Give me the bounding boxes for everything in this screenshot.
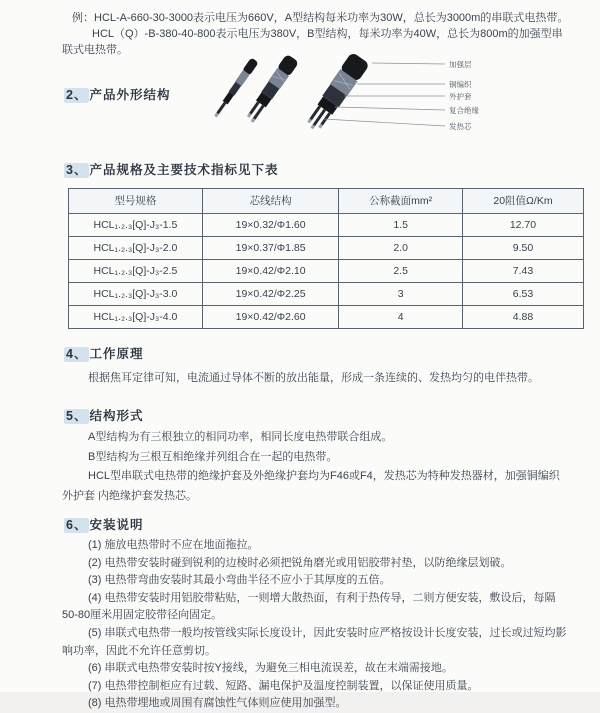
cell-model: HCL₁.₂.₃[Q]-J₃-4.0 bbox=[69, 306, 203, 329]
text-line: 外护套 内绝缘护套发热芯。 bbox=[62, 489, 198, 502]
cell-resistance: 12.70 bbox=[462, 214, 583, 237]
section-heading-install bbox=[64, 515, 584, 533]
table-row bbox=[69, 237, 584, 260]
section-heading-principle bbox=[64, 344, 584, 362]
section-number: 2、 bbox=[66, 88, 88, 102]
diagram-label-copper-braid: 铜编织 bbox=[449, 80, 472, 89]
install-item-continuation: 50-80厘米用固定胶带径向固定。 bbox=[62, 609, 223, 622]
cell-model: HCL₁.₂.₃[Q]-J₃-2.5 bbox=[69, 260, 203, 283]
table-row bbox=[69, 306, 584, 329]
section-title: 结构形式 bbox=[89, 409, 144, 423]
cell-section: 3 bbox=[339, 283, 463, 306]
cell-resistance: 4.88 bbox=[462, 306, 583, 329]
table-header-row bbox=[69, 189, 584, 214]
section-number: 3、 bbox=[66, 163, 88, 177]
cell-core: 19×0.42/Φ2.60 bbox=[202, 306, 338, 329]
table-row bbox=[69, 283, 584, 306]
section-number: 6、 bbox=[66, 518, 88, 532]
cell-model: HCL₁.₂.₃[Q]-J₃-2.0 bbox=[69, 237, 203, 260]
cell-resistance: 7.43 bbox=[462, 260, 583, 283]
section-title: 安装说明 bbox=[89, 518, 144, 532]
diagram-label-reinforce-layer: 加强层 bbox=[449, 60, 472, 69]
install-notes bbox=[62, 537, 584, 713]
section-heading-specs bbox=[64, 160, 584, 178]
section-title: 产品规格及主要技术指标见下表 bbox=[89, 163, 279, 177]
structure-paragraph bbox=[62, 428, 584, 506]
install-item: (7) 电热带控制柜应有过载、短路、漏电保护及温度控制装置，以保证使用质量。 bbox=[88, 679, 479, 692]
text-line: HCL型串联式电热带的绝缘护套及外绝缘护套均为F46或F4，发热芯为特种发热器材，加强铜编织 bbox=[88, 470, 560, 482]
cell-section: 2.0 bbox=[339, 237, 463, 260]
col-header-resistance: 20阻值Ω/Km bbox=[462, 189, 583, 214]
text-line: B型结构为三根互相绝缘并列组合在一起的电热带。 bbox=[88, 450, 338, 463]
cell-core: 19×0.42/Φ2.10 bbox=[202, 260, 338, 283]
table-row bbox=[69, 214, 584, 237]
principle-text: 根据焦耳定律可知，电流通过导体不断的放出能量，形成一条连续的、发热均匀的电伴热带。 bbox=[88, 372, 539, 384]
text-line: HCL（Q）-B-380-40-800表示电压为380V，B型结构，每米功率为40W，总长为800m的加强型串 bbox=[92, 28, 563, 40]
text-line: 例：HCL-A-660-30-3000表示电压为660V，A型结构每米功率为30W，总长为3000m的串联式电热带。 bbox=[72, 12, 569, 24]
install-item: (2) 电热带安装时碰到锐利的边棱时必须把锐角磨光或用铝胶带衬垫，以防绝缘层划破。 bbox=[88, 556, 512, 569]
intro-paragraph bbox=[62, 10, 584, 58]
install-item: (4) 电热带安装时用铝胶带粘贴，一则增大散热面，有利于热传导，二则方便安装，敷设后，每隔 bbox=[88, 591, 556, 604]
diagram-label-outer-sheath: 外护套 bbox=[449, 92, 472, 101]
text-line: 联式电热带。 bbox=[62, 44, 128, 56]
cable-large bbox=[303, 54, 370, 135]
install-item: (5) 串联式电热带一般均按管线实际长度设计，因此安装时应严格按设计长度安装，过长或过短均影 bbox=[88, 626, 567, 639]
cell-resistance: 6.53 bbox=[462, 283, 583, 306]
section-title: 工作原理 bbox=[89, 347, 144, 361]
section-title: 产品外形结构 bbox=[89, 88, 171, 102]
diagram-label-heating-core: 发热芯 bbox=[449, 122, 472, 131]
cell-section: 2.5 bbox=[339, 260, 463, 283]
cell-section: 4 bbox=[339, 306, 463, 329]
install-item: (1) 施放电热带时不应在地面拖拉。 bbox=[88, 539, 259, 551]
col-header-section: 公称截面mm² bbox=[339, 189, 463, 214]
install-item: (6) 串联式电热带安装时按Y接线，为避免三相电流误差，故在末端需接地。 bbox=[88, 662, 453, 675]
section-number: 5、 bbox=[66, 409, 88, 423]
cell-core: 19×0.32/Φ1.60 bbox=[202, 214, 338, 237]
section-heading-structure bbox=[64, 406, 584, 424]
install-item: (8) 电热带埋地或周围有腐蚀性气体则应使用加强型。 bbox=[88, 697, 347, 710]
cell-core: 19×0.37/Φ1.85 bbox=[202, 237, 338, 260]
col-header-core: 芯线结构 bbox=[202, 189, 338, 214]
cell-section: 1.5 bbox=[339, 214, 463, 237]
cell-model: HCL₁.₂.₃[Q]-J₃-3.0 bbox=[69, 283, 203, 306]
cell-core: 19×0.42/Φ2.25 bbox=[202, 283, 338, 306]
diagram-label-composite-insulation: 复合绝缘 bbox=[449, 106, 479, 115]
section-number: 4、 bbox=[66, 347, 88, 361]
table-row bbox=[69, 260, 584, 283]
cell-model: HCL₁.₂.₃[Q]-J₃-1.5 bbox=[69, 214, 203, 237]
text-line: A型结构为有三根独立的相同功率，相同长度电热带联合组成。 bbox=[88, 431, 393, 443]
install-item: (3) 电热带弯曲安装时其最小弯曲半径不应小于其厚度的五倍。 bbox=[88, 574, 391, 587]
col-header-model: 型号规格 bbox=[69, 189, 203, 214]
spec-table bbox=[68, 188, 584, 329]
install-item-continuation: 响功率，因此不允许任意剪切。 bbox=[62, 644, 216, 657]
cell-resistance: 9.50 bbox=[462, 237, 583, 260]
cable-structure-diagram bbox=[160, 54, 540, 156]
